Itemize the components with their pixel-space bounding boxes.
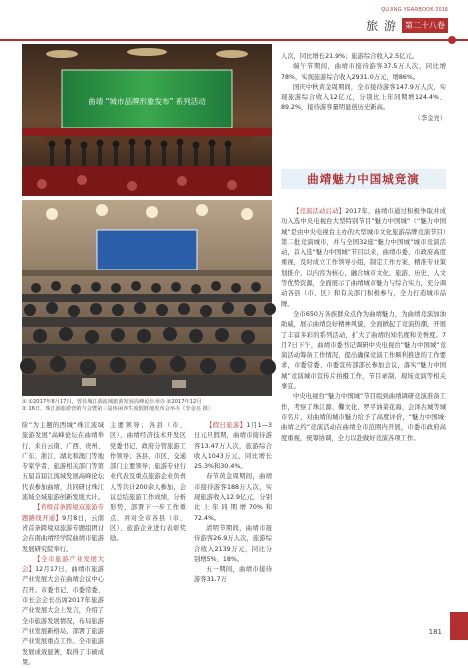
paragraph: 春节黄金周期间，曲靖市接待游客188万人次，实现旅游收入12.9亿元，分别比上年同期增70%和72.4%。 <box>194 473 272 522</box>
paragraph: 主要领导；各县（市、区）、曲靖经济技术开发区党委书记、政府分管旅游工作领导；各县、市区、交通部门主要领导；旅游专业行业代表及重点旅游企业负责人等共计200余人参加，会议总结旅游工作成绩，分析形势，部署下一步工作重点，并对全市各县（市、区）、旅游企业进行表彰奖励。 <box>110 422 186 543</box>
page-number: 181 <box>428 628 442 636</box>
paragraph: 阶”为主题的西城“珠江流域旅游发展”高峰论坛在曲靖举行，来自云南、广西、贵州、广东、浙江、湖北和澳门等地专家学者、旅游相关部门等第五届首届江流域发展高峰论坛代表参加曲靖，共同研讨珠江流域全域旅游创新发展大计。 <box>22 422 104 502</box>
paragraph: 端午节期间，曲靖市接待游客37.5万人次，同比增78%，实现旅游综合收入2931.0万元，增86%。 <box>281 63 446 81</box>
middle-subcolumn-right <box>194 421 272 586</box>
caption-text-1: ①2017年8月17日，曾县城江源流域旅游发展高峰论坛举办 <box>28 399 166 405</box>
section-header <box>328 14 448 36</box>
paragraph: 9月8日，云南省首条跨境双旅游专题组团讨会在南曲靖经学院曲靖市旅游发展研究院举行。 <box>22 514 104 553</box>
paragraph: 2017年，曲靖市通过积极争取并成功入选中央电视台大型特别节目“魅力中国城”（“魅力中国城”是由中央电视台主办的大型城市文化旅游品牌竞演节目）第二批竞演城市，并与全国32座“魅力中国城”城市竞演活动，首入选“魅力中国城”节目以来，曲靖市委、市政府高度重视，及时成立工作领导小组，制定工作方案，精准专业策划推介，以内容为核心，融合城市文化、旅游、历史、人文等优势资源，全面展示了曲靖城市魅力与综合实力，充分调动各县（市、区）和有关部门积极参与，全力打造城市品牌。 <box>281 208 447 308</box>
left-text-column <box>22 421 104 666</box>
caption-marker-2a: ②2017年12月 <box>166 399 202 405</box>
page-corner-mark <box>450 612 468 640</box>
paragraph: 全市650万各族群众点作为曲靖魅力，为曲靖竞演加油助威，展示曲靖良好精神风貌，全面掀起了竞演热潮，开展了丰富多彩的系列活动，扩大了曲靖的知名度和美誉度。7月7日下午，曲靖市委书记调研中央电视台“魅力中国城”竞演活动筹备工作情况，提出确保竞演工作顺利推进的工作要求，市委常委、市委宣传部部长参加会议，落实“魅力中国城”竞演城市宣传片拍摄工作，节目录制、现场竞演等相关事宜。 <box>281 310 446 391</box>
yearbook-label: QUJING YEARBOOK 2018 <box>381 7 448 13</box>
header-dot <box>448 36 456 44</box>
forum-stage-image <box>22 44 272 196</box>
paragraph: 清明节期间，曲靖市接待游客26.9万人次，旅游综合收入2139万元，同比分别增5%、18%。 <box>194 524 272 563</box>
section-title: 旅 游 <box>366 18 397 33</box>
chapter-badge: 第二十八卷 <box>402 18 448 33</box>
audience-image <box>22 200 272 396</box>
paragraph: 中央电视台“魅力中国城”节目组到曲靖调研竞演准备工作，考察了珠江源、爨文化、罗平油菜花海、会泽古城等城市名片，对曲靖的城市魅力给予了高度评价，“魅力中国城·曲靖之约”竞演活动在曲靖全市范围内开展，市委市政府高度重视，统筹协调，全力以赴做好竞演各项工作。 <box>281 393 446 442</box>
caption-marker-1: ① <box>22 399 27 405</box>
paragraph: 国庆中秋黄金周期间，全市接待游客147.9万人次，实现旅游综合收入12亿元，分别比上年同期增124.4%、89.2%，接待游客量明显创历史新高。 <box>281 83 446 112</box>
paragraph: 五一期间，曲靖市接待游客31.7万 <box>194 566 272 584</box>
caption-text-2: 16日，珠江源旅游营销与会暨第三届休闲养生度假胜地发布会举办（李金亮 摄） <box>28 406 213 412</box>
section-tag: 【省级首条跨境双旅游专题路线开通】 <box>22 504 104 522</box>
section-tag: 【假日旅游】 <box>206 422 247 429</box>
right-body-text <box>281 207 446 621</box>
middle-subcolumn-left <box>110 421 186 545</box>
forum-stage-photo <box>22 44 272 196</box>
photo-caption <box>22 399 272 421</box>
middle-text-column <box>110 421 272 621</box>
paragraph: 人次，同比增长21.9%；旅游综合收入2.5亿元。 <box>281 53 419 60</box>
author-credit: （李金亮） <box>414 114 446 122</box>
section-tag: 【竞演活动启动】 <box>293 208 346 215</box>
feature-title: 曲靖魅力中国城竞演 <box>307 172 420 186</box>
stage-banner-text: 曲靖 “城市品牌形象发布” 系列活动 <box>88 97 206 106</box>
paragraph: 12月17日，曲靖市旅游产业发展大会在曲靖会议中心召开。市委书记、市委常委、市长会会长出席2017年旅游产业发展大会上发言，介绍了全市旅游发展情况，布局旅游产业发展新格局，部署了旅游产业发展重点工作。全市旅游发展成效显著，取得了丰硕成果。 <box>22 566 104 666</box>
feature-heading <box>281 153 446 203</box>
right-top-text <box>281 52 446 152</box>
section-tag: 【全市旅游产业发展大会】 <box>22 555 104 574</box>
paragraph: 1月1—3日元旦假期，曲靖市接待游客13.47万人次，旅游综合收入1043万元，同比增长25.3%和30.4%。 <box>194 422 272 471</box>
conference-audience-photo <box>22 200 272 396</box>
header-rule <box>0 39 468 41</box>
caption-marker-2: ② <box>22 406 27 412</box>
